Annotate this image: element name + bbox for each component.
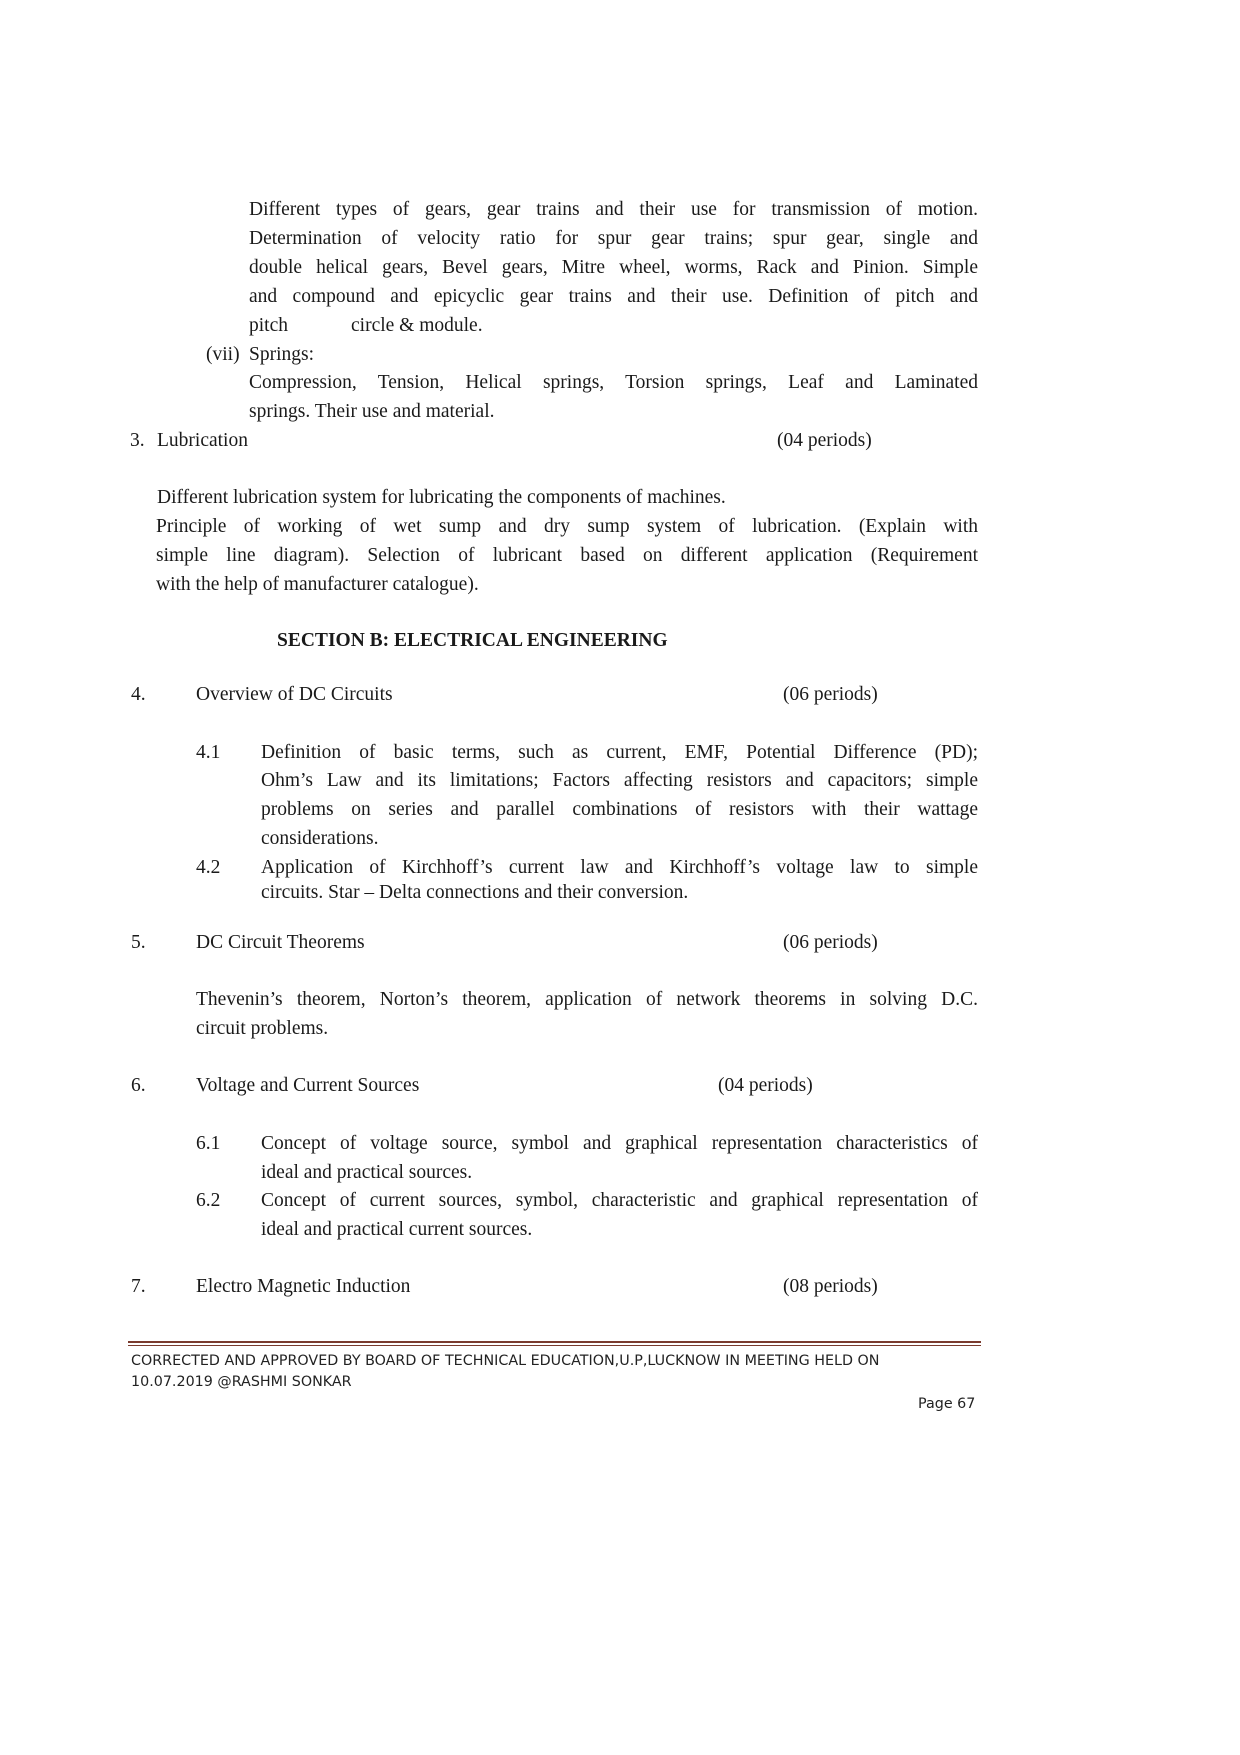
footer-rule-bottom — [128, 1345, 981, 1346]
gears-line-2: Determination of velocity ratio for spur gear trains; spur gear, single and — [249, 228, 978, 249]
springs-line-1: Compression, Tension, Helical springs, Torsion springs, Leaf and Laminated — [249, 372, 978, 393]
item-6-2-line-2: ideal and practical current sources. — [261, 1219, 533, 1240]
topic7-title: Electro Magnetic Induction — [196, 1276, 411, 1297]
section-b-heading: SECTION B: ELECTRICAL ENGINEERING — [277, 630, 668, 651]
item-6-1-line-2: ideal and practical sources. — [261, 1162, 473, 1183]
lubrication-line-1: Principle of working of wet sump and dry sump system of lubrication. (Explain with — [156, 516, 978, 537]
item-6-2-line-1: Concept of current sources, symbol, characteristic and graphical representation of — [261, 1190, 978, 1211]
item-4-2-line-2: circuits. Star – Delta connections and their conversion. — [261, 882, 689, 903]
topic5-title: DC Circuit Theorems — [196, 932, 365, 953]
lubrication-intro: Different lubrication system for lubricating the components of machines. — [157, 487, 726, 508]
springs-heading: Springs: — [249, 344, 315, 365]
topic4-title: Overview of DC Circuits — [196, 684, 393, 705]
gears-line-5-rest: circle & module. — [351, 315, 483, 336]
footer-date-author: 10.07.2019 @RASHMI SONKAR — [131, 1374, 352, 1390]
item-4-2-number: 4.2 — [196, 857, 221, 878]
lubrication-number: 3. — [130, 430, 145, 451]
item-4-1-line-2: Ohm’s Law and its limitations; Factors affecting resistors and capacitors; simple — [261, 770, 978, 791]
gears-line-4: and compound and epicyclic gear trains and their use. Definition of pitch and — [249, 286, 978, 307]
gears-line-1: Different types of gears, gear trains and their use for transmission of motion. — [249, 199, 978, 220]
topic6-number: 6. — [131, 1075, 146, 1096]
footer-rule-top — [128, 1341, 981, 1343]
item-4-1-line-4: considerations. — [261, 828, 379, 849]
topic5-line-2: circuit problems. — [196, 1018, 329, 1039]
topic6-title: Voltage and Current Sources — [196, 1075, 420, 1096]
lubrication-line-3: with the help of manufacturer catalogue). — [156, 574, 479, 595]
topic5-number: 5. — [131, 932, 146, 953]
item-6-1-line-1: Concept of voltage source, symbol and graphical representation characteristics of — [261, 1133, 978, 1154]
topic5-line-1: Thevenin’s theorem, Norton’s theorem, application of network theorems in solving D.C. — [196, 989, 978, 1010]
lubrication-line-2: simple line diagram). Selection of lubricant based on different application (Requirement — [156, 545, 978, 566]
topic4-periods: (06 periods) — [783, 684, 878, 705]
topic7-periods: (08 periods) — [783, 1276, 878, 1297]
item-6-1-number: 6.1 — [196, 1133, 221, 1154]
item-6-2-number: 6.2 — [196, 1190, 221, 1211]
springs-number: (vii) — [206, 344, 240, 365]
gears-line-3: double helical gears, Bevel gears, Mitre wheel, worms, Rack and Pinion. Simple — [249, 257, 978, 278]
lubrication-periods: (04 periods) — [777, 430, 872, 451]
item-4-1-number: 4.1 — [196, 742, 221, 763]
topic6-periods: (04 periods) — [718, 1075, 813, 1096]
item-4-2-line-1: Application of Kirchhoff’s current law and Kirchhoff’s voltage law to simple — [261, 857, 978, 878]
topic4-number: 4. — [131, 684, 146, 705]
item-4-1-line-1: Definition of basic terms, such as current, EMF, Potential Difference (PD); — [261, 742, 978, 763]
lubrication-title: Lubrication — [157, 430, 248, 451]
page-number: Page 67 — [918, 1396, 976, 1412]
topic7-number: 7. — [131, 1276, 146, 1297]
footer-approval-line: CORRECTED AND APPROVED BY BOARD OF TECHNICAL EDUCATION,U.P,LUCKNOW IN MEETING HELD ON — [131, 1353, 880, 1369]
springs-line-2: springs. Their use and material. — [249, 401, 495, 422]
item-4-1-line-3: problems on series and parallel combinations of resistors with their wattage — [261, 799, 978, 820]
gears-line-5-word: pitch — [249, 315, 288, 336]
topic5-periods: (06 periods) — [783, 932, 878, 953]
